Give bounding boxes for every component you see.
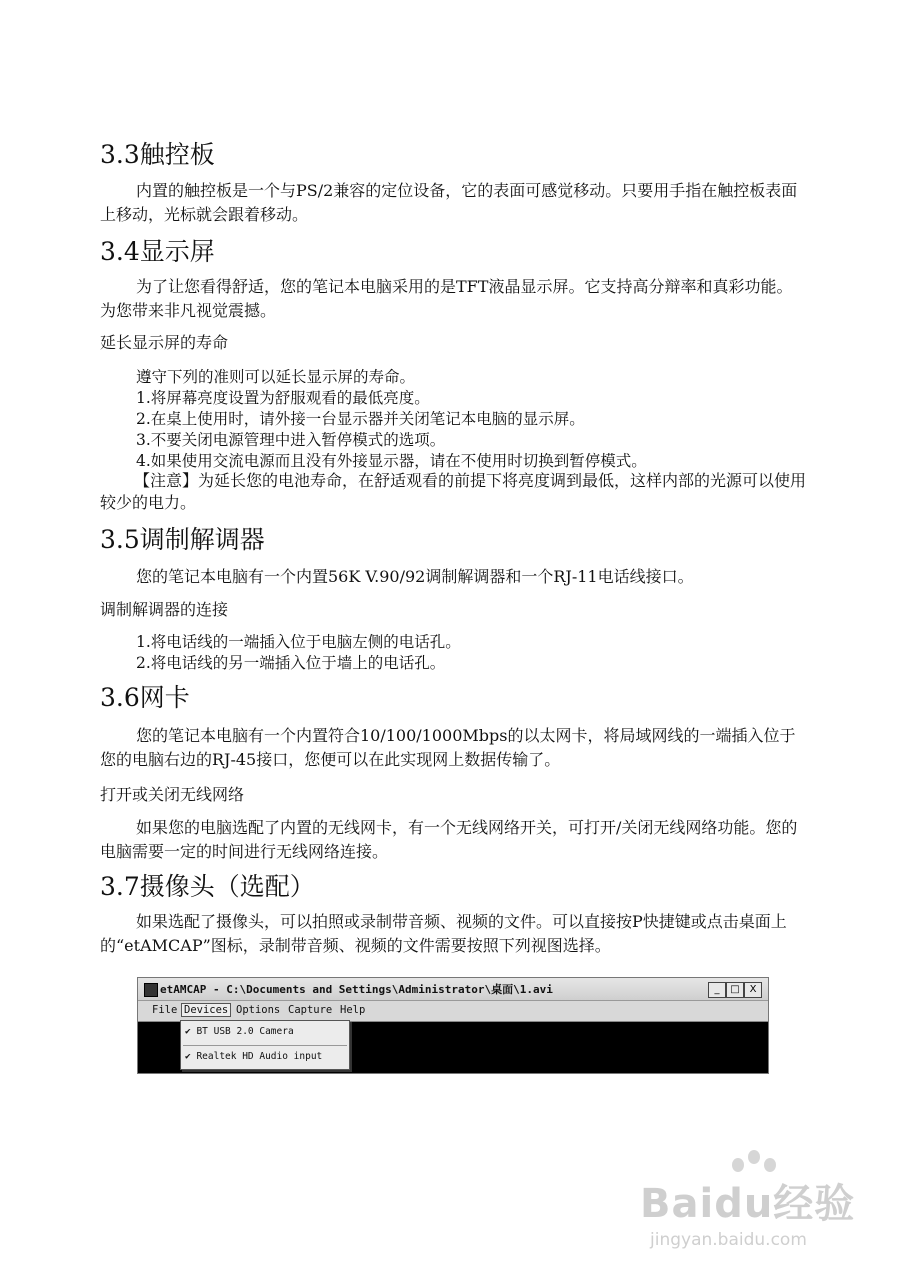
dropdown-item-audio[interactable]: ✔ Realtek HD Audio input <box>185 1051 323 1062</box>
modem-subheading: 调制解调器的连接 <box>100 600 229 619</box>
wireless-text: 如果您的电脑选配了内置的无线网卡，有一个无线网络开关，可打开/关闭无线网络功能。您的电脑需要一定的时间进行无线网络连接。 <box>100 818 798 861</box>
maximize-button[interactable]: □ <box>726 982 744 998</box>
camera-text: 如果选配了摄像头，可以拍照或录制带音频、视频的文件。可以直接按P快捷键或点击桌面上的“etAMCAP”图标，录制带音频、视频的文件需要按照下列视图选择。 <box>100 912 787 955</box>
dropdown-separator <box>183 1045 347 1046</box>
display-intro: 遵守下列的准则可以延长显示屏的寿命。 <box>136 368 416 386</box>
menu-capture[interactable]: Capture <box>288 1004 333 1016</box>
section-title-touchpad: 3.3触控板 <box>100 140 215 169</box>
paw-icon-toe-1 <box>732 1158 744 1172</box>
baidu-watermark <box>640 1150 870 1260</box>
display-paragraph <box>100 275 806 323</box>
devices-dropdown <box>180 1020 350 1070</box>
modem-item-2: 2.将电话线的另一端插入位于墙上的电话孔。 <box>136 654 446 672</box>
minimize-button[interactable]: _ <box>708 982 726 998</box>
touchpad-text: 内置的触控板是一个与PS/2兼容的定位设备，它的表面可感觉移动。只要用手指在触控板表面上移动，光标就会跟着移动。 <box>100 181 798 224</box>
modem-paragraph <box>100 565 806 589</box>
baidu-logo: Baidu经验 <box>640 1181 856 1227</box>
wireless-subheading: 打开或关闭无线网络 <box>100 785 245 804</box>
display-item-4: 4.如果使用交流电源而且没有外接显示器，请在不使用时切换到暂停模式。 <box>136 452 647 470</box>
section-title-network: 3.6网卡 <box>100 683 190 712</box>
display-item-2: 2.在桌上使用时，请外接一台显示器并关闭笔记本电脑的显示屏。 <box>136 410 585 428</box>
display-text: 为了让您看得舒适，您的笔记本电脑采用的是TFT液晶显示屏。它支持高分辩率和真彩功能。为您带来非凡视觉震撼。 <box>100 277 793 320</box>
watermark-url: jingyan.baidu.com <box>650 1230 807 1250</box>
modem-text: 您的笔记本电脑有一个内置56K V.90/92调制解调器和一个RJ-11电话线接口。 <box>136 567 694 586</box>
paw-icon-toe-3 <box>764 1158 776 1172</box>
network-text: 您的笔记本电脑有一个内置符合10/100/1000Mbps的以太网卡，将局域网线的一端插入位于您的电脑右边的RJ-45接口，您便可以在此实现网上数据传输了。 <box>100 726 796 769</box>
touchpad-paragraph <box>100 179 806 227</box>
section-title-display: 3.4显示屏 <box>100 237 215 266</box>
dropdown-item-camera[interactable]: ✔ BT USB 2.0 Camera <box>185 1026 294 1037</box>
window-titlebar <box>138 978 768 1001</box>
display-subheading: 延长显示屏的寿命 <box>100 333 229 352</box>
menu-bar <box>138 1001 768 1022</box>
menu-file[interactable]: File <box>152 1004 178 1016</box>
paw-icon-toe-2 <box>748 1150 760 1164</box>
close-button[interactable]: X <box>744 982 762 998</box>
app-icon <box>144 983 158 997</box>
section-title-modem: 3.5调制解调器 <box>100 525 265 554</box>
wireless-paragraph <box>100 816 806 864</box>
display-note-text: 【注意】为延长您的电池寿命，在舒适观看的前提下将亮度调到最低，这样内部的光源可以使用较少的电力。 <box>100 471 807 512</box>
etamcap-window-screenshot <box>137 977 769 1074</box>
camera-paragraph <box>100 910 806 958</box>
modem-item-1: 1.将电话线的一端插入位于电脑左侧的电话孔。 <box>136 633 461 651</box>
menu-options[interactable]: Options <box>236 1004 281 1016</box>
section-title-camera: 3.7摄像头（选配） <box>100 872 315 901</box>
display-item-1: 1.将屏幕亮度设置为舒服观看的最低亮度。 <box>136 389 430 407</box>
display-note <box>100 470 806 514</box>
display-item-3: 3.不要关闭电源管理中进入暂停模式的选项。 <box>136 431 446 449</box>
network-paragraph <box>100 724 806 772</box>
menu-devices[interactable]: Devices <box>181 1003 231 1017</box>
window-title: etAMCAP - C:\Documents and Settings\Administrator\桌面\1.avi <box>160 983 553 996</box>
menu-help[interactable]: Help <box>340 1004 366 1016</box>
